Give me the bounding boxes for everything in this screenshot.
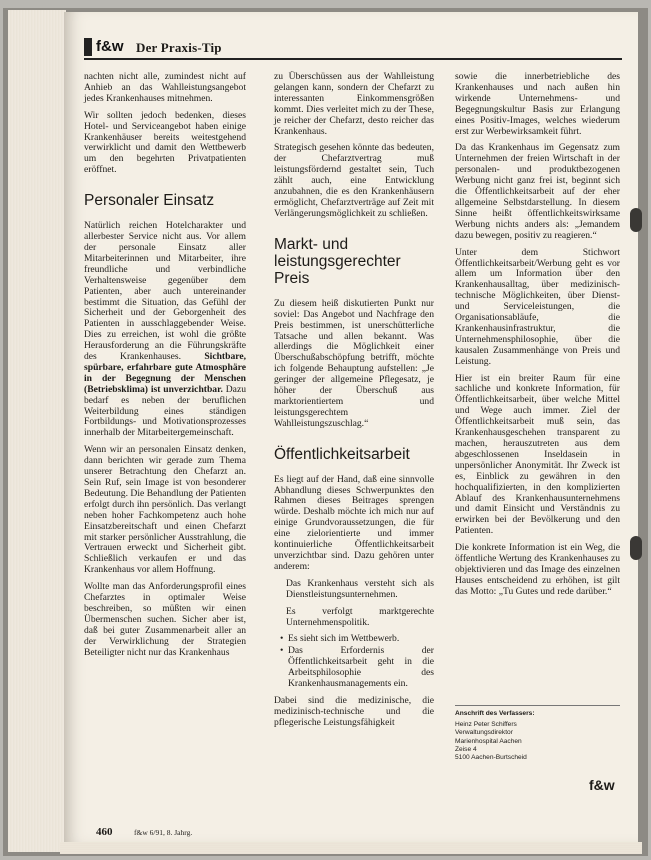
paragraph: Da das Krankenhaus im Gegensatz zum Unternehmen der freien Wirtschaft in der personalen- und produktbezogenen Werbung nicht ganz frei ist, beginnt sich die Öffentlichkeitsarbeit auf der eher allgemeine Selbstdarstellung. In diesem Sinne heißt öffentlichkeitswirksame Werbung nichts anders als: „Jemandem dazu bewegen, positiv zu reagieren.“ [455, 142, 620, 241]
running-header [84, 20, 622, 62]
paragraph: Natürlich reichen Hotelcharakter und allerbester Service nicht aus. Vor allem der personale Einsatz aller Mitarbeiterinnen und Mitarbeiter, ihre freundliche und verbindliche Verhaltensweise gegenüber dem Patienten, aber auch untereinander bestimmt die Situation, das Gefühl der Sicherheit und der Geborgenheit des Patienten in ausschlaggebender Weise. Dies zu erreichen, ist wohl die größte Herausforderung an die Führungskräfte des Krankenhauses. Sichtbare, spürbare, erfahrbare gute Atmosphäre in der Begegnung der Menschen (Betriebsklima) ist unverzichtbar. Dazu bedarf es neben der beruflichen Weiterbildung eines ständigen Fortbildungs- und Motivationsprozesses innerhalb der Mitarbeitergemeinschaft. [84, 220, 246, 439]
paragraph: Strategisch gesehen könnte das bedeuten, der Chefarztvertrag muß leistungsfördernd gestaltet sein, Tuch zählt auch, eine Entwicklung anzubahnen, die es den Krankenhäusern ermöglicht, Chefarztverträge auf Zeit mit Verlängerungsmöglichkeit zu schließen. [274, 142, 434, 219]
column-3 [455, 72, 620, 604]
address-line: Heinz Peter Schiffers [455, 721, 517, 729]
paragraph: nachten nicht alle, zumindest nicht auf Anhieb an das Wahlleistungsangebot jedes Krankenhauses mitnehmen. [84, 71, 246, 104]
section-heading: Markt- und leistungsgerechter Preis [274, 235, 401, 287]
issue-reference: f&w 6/91, 8. Jahrg. [134, 828, 193, 837]
paragraph: Wollte man das Anforderungsprofil eines Chefarztes in optimaler Weise beschreiben, so müßten wir einen Übermenschen suchen. Sicher aber ist, daß bei guter Zusammenarbeit aller an der Verwirklichung der Strategien Beteiligter nicht nur das Krankenhaus [84, 581, 246, 658]
paragraph: Hier ist ein breiter Raum für eine sachliche und konkrete Information, für Öffentlichkeitsarbeit, über welche Mittel und Wege auch immer. Ziel der Öffentlichkeitsarbeit muß sein, das Krankenhausgeschehen transparent zu machen, herauszutreten aus dem abgeschlossenen Inseldasein in unpersönlicher Anonymität. Ihr Zweck ist es, Einblick zu gewähren in den hochqualifizierten, in den komplizierten Ablauf des Krankenhausunternehmens und damit Einsicht und Verständnis zu erwirken bei der Bevölkerung und den Patienten. [455, 372, 620, 537]
paragraph: Die konkrete Information ist ein Weg, die öffentliche Wertung des Krankenhauses zu objektivieren und das Image des einzelnen Hauses entscheidend zu erhöhen, ist gilt das Motto: „Tu Gutes und rede darüber.“ [455, 542, 620, 597]
binder-ring [630, 208, 642, 232]
address-line: 5100 Aachen-Burtscheid [455, 754, 527, 762]
column-2 [274, 72, 434, 735]
address-line: Zeise 4 [455, 745, 477, 753]
address-line: Verwaltungsdirektor [455, 729, 513, 737]
paragraph: Wir sollten jedoch bedenken, dieses Hotel- und Serviceangebot haben einige Krankenhäuser bereits weitestgehend verwirklicht und damit den Wettbewerb um den begehrten Privatpatienten eröffnet. [84, 109, 246, 176]
paragraph: Zu diesem heiß diskutierten Punkt nur soviel: Das Angebot und Nachfrage den Preis bestimmen, ist unerschütterliche Tatsache und allen bekannt. Was allerdings die Möglichkeit einer Überschußabschöpfung betrifft, möchte ich folgende Behauptung aufstellen: „Je geringer der allgemeine Pflegesatz, je höher der Überschuß aus marktorientiertem und leistungsgerechtem Wahlleistungszuschlag.“ [274, 297, 434, 429]
section-title: Der Praxis-Tip [136, 40, 222, 55]
journal-page [64, 12, 638, 842]
address-line: Marienhospital Aachen [455, 737, 522, 745]
paragraph: Dabei sind die medizinische, die medizinisch-technische und die pflegerische Leistungsfähigkeit [274, 694, 434, 728]
column-1 [84, 72, 246, 665]
header-marker-block [84, 38, 92, 56]
paragraph: Es liegt auf der Hand, daß eine sinnvolle Abhandlung dieses Schwerpunktes den Rahmen dieses Beitrages sprengen würde. Deshalb möchte ich mich nur auf einige Grundvoraussetzungen, die für eine zielorientierte und immer kontinuierliche Öffentlichkeitsarbeit unverzichtbar sind. Dazu gehören unter anderem: [274, 473, 434, 572]
indented-statement: Das Krankenhaus versteht sich als Dienstleistungsunternehmen. [286, 577, 434, 600]
page-number: 460 [96, 826, 113, 838]
paragraph: sowie die innerbetriebliche des Krankenhauses und nach außen hin wirkende Unternehmens- und Begegnungskultur Basis zur Erlangung eines Positiv-Images, welches wiederum erst zur Werbewirksamkeit führt. [455, 71, 620, 137]
list-item: • Das Erfordernis der Öffentlichkeitsarbeit geht in die Arbeitsphilosophie des Krankenhausmanagements ein. [280, 646, 434, 690]
page-stack-left-edge [8, 10, 66, 852]
list-item: • Es sieht sich im Wettbewerb. [280, 634, 434, 645]
paragraph: zu Überschüssen aus der Wahlleistung gelangen kann, sondern der Chefarzt zu interessanten Einkommensgrößen kommt. Dies verleitet mich zu der These, je reicher der Chefarzt, desto reicher das Krankenhaus. [274, 71, 434, 137]
paragraph: Wenn wir an personalen Einsatz denken, dann berichten wir gerade zum Thema unserer Betrachtung den Chefarzt an. Sein Ruf, sein Image ist von besonderer Bedeutung. Die Behandlung der Patienten erfolgt durch ihn persönlich. Das verlangt neben hoher Fachkompetenz auch hohe Einsatzbereitschaft und einen Chefarzt mit starker persönlicher Ausstrahlung, die Vertrauen erweckt und Sicherheit gibt. Schließlich verkaufen er und das Krankenhaus vor allem Hoffnung. [84, 444, 246, 576]
page-stack-bottom-edge [60, 842, 642, 854]
section-heading: Personaler Einsatz [84, 192, 215, 210]
author-address-heading: Anschrift des Verfassers: [455, 710, 535, 717]
header-rule [84, 58, 622, 60]
section-heading: Öffentlichkeitsarbeit [274, 445, 410, 463]
footer-logo: f&w [589, 777, 615, 793]
author-address [455, 710, 620, 762]
bullet-list [280, 634, 434, 690]
journal-logo: f&w [96, 38, 124, 55]
paragraph: Unter dem Stichwort Öffentlichkeitsarbeit/Werbung geht es vor allem um Information über den Krankenhausalltag, über medizinisch-technische Möglichkeiten, über Dienst- und Serviceleistungen, die Organisationsabläufe, die Krankenhausinfrastruktur, die Unternehmensphilosophie, über die kausalen Zusammenhänge von Preis und Leistung. [455, 246, 620, 367]
binder-ring [630, 536, 642, 560]
credits-rule [455, 705, 620, 706]
indented-statement: Es verfolgt marktgerechte Unternehmenspolitik. [286, 605, 434, 628]
